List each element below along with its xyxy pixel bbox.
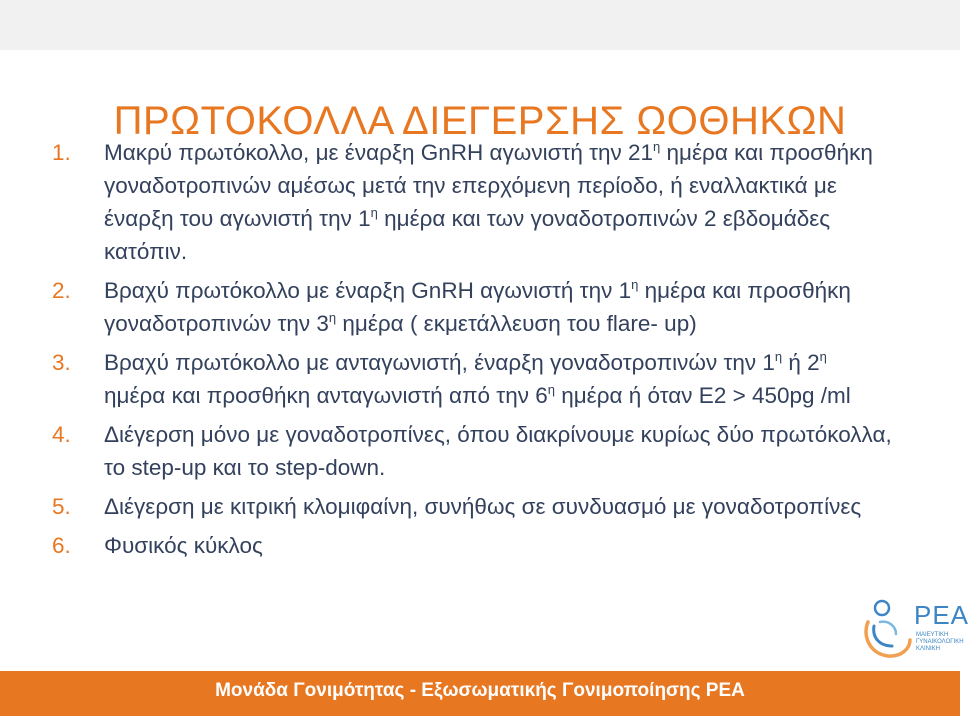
superscript: η <box>631 277 639 292</box>
item-number: 4. <box>52 422 71 447</box>
superscript: η <box>774 349 783 364</box>
list-item <box>52 418 892 484</box>
item-number: 3. <box>52 350 71 375</box>
superscript: η <box>653 139 661 154</box>
list-item <box>52 346 892 412</box>
item-text: Βραχύ πρωτόκολλο με έναρξη GnRH αγωνιστή την $1^\eta$ ημέρα και προσθήκη γοναδοτροπινών την $3^\eta$ ημέρα ( εκμετάλλευση του flare- up) <box>104 277 851 336</box>
superscript: η <box>328 310 337 325</box>
item-text: Διέγερση μόνο με γοναδοτροπίνες, όπου διακρίνουμε κυρίως δύο πρωτόκολλα, το step-up και το step-down. <box>104 422 892 480</box>
footer-text: Μονάδα Γονιμότητας - Εξωσωματικής Γονιμοποίησης ΡΕΑ <box>215 680 745 701</box>
item-number: 1. <box>52 140 71 165</box>
slide-title: ΠΡΩΤΟΚΟΛΛΑ ΔΙΕΓΕΡΣΗΣ ΩΟΘΗΚΩΝ <box>113 98 847 143</box>
item-text: Διέγερση με κιτρική κλομιφαίνη, συνήθως σε συνδυασμό με γοναδοτροπίνες <box>104 494 862 519</box>
list-item <box>52 136 892 268</box>
logo-subtitle: ΜΑΙΕΥΤΙΚΗ ΓΥΝΑΙΚΟΛΟΓΙΚΗ ΚΛΙΝΙΚΗ <box>916 632 964 652</box>
list-item <box>52 490 892 523</box>
logo-name: ΡΕΑ <box>914 600 969 630</box>
item-text: Βραχύ πρωτόκολλο με ανταγωνιστή, έναρξη γοναδοτροπινών την $1^\eta$ ή $2^\eta$ ημέρα και προσθήκη ανταγωνιστή από την $6^\eta$ ημέρα ή όταν Ε2 > 450pg /ml <box>104 349 851 408</box>
superscript: η <box>819 349 827 364</box>
top-band <box>0 0 960 50</box>
protocol-list <box>52 136 892 568</box>
superscript: η <box>547 382 555 397</box>
item-number: 6. <box>52 533 71 558</box>
list-item <box>52 529 892 562</box>
superscript: η <box>370 205 378 220</box>
item-number: 5. <box>52 494 71 519</box>
list-item <box>52 274 892 340</box>
footer-bar <box>0 671 960 716</box>
item-number: 2. <box>52 278 71 303</box>
item-text: Φυσικός κύκλος <box>104 533 263 558</box>
item-text: Μακρύ πρωτόκολλο, με έναρξη GnRH αγωνιστή την $21^\eta$ ημέρα και προσθήκη γοναδοτροπινών αμέσως μετά την επερχόμενη περίοδο, ή εναλλακτικά με έναρξη του αγωνιστή την $1^\eta$ ημέρα και των γοναδοτροπινών 2 εβδομάδες κατόπιν. <box>104 139 873 264</box>
